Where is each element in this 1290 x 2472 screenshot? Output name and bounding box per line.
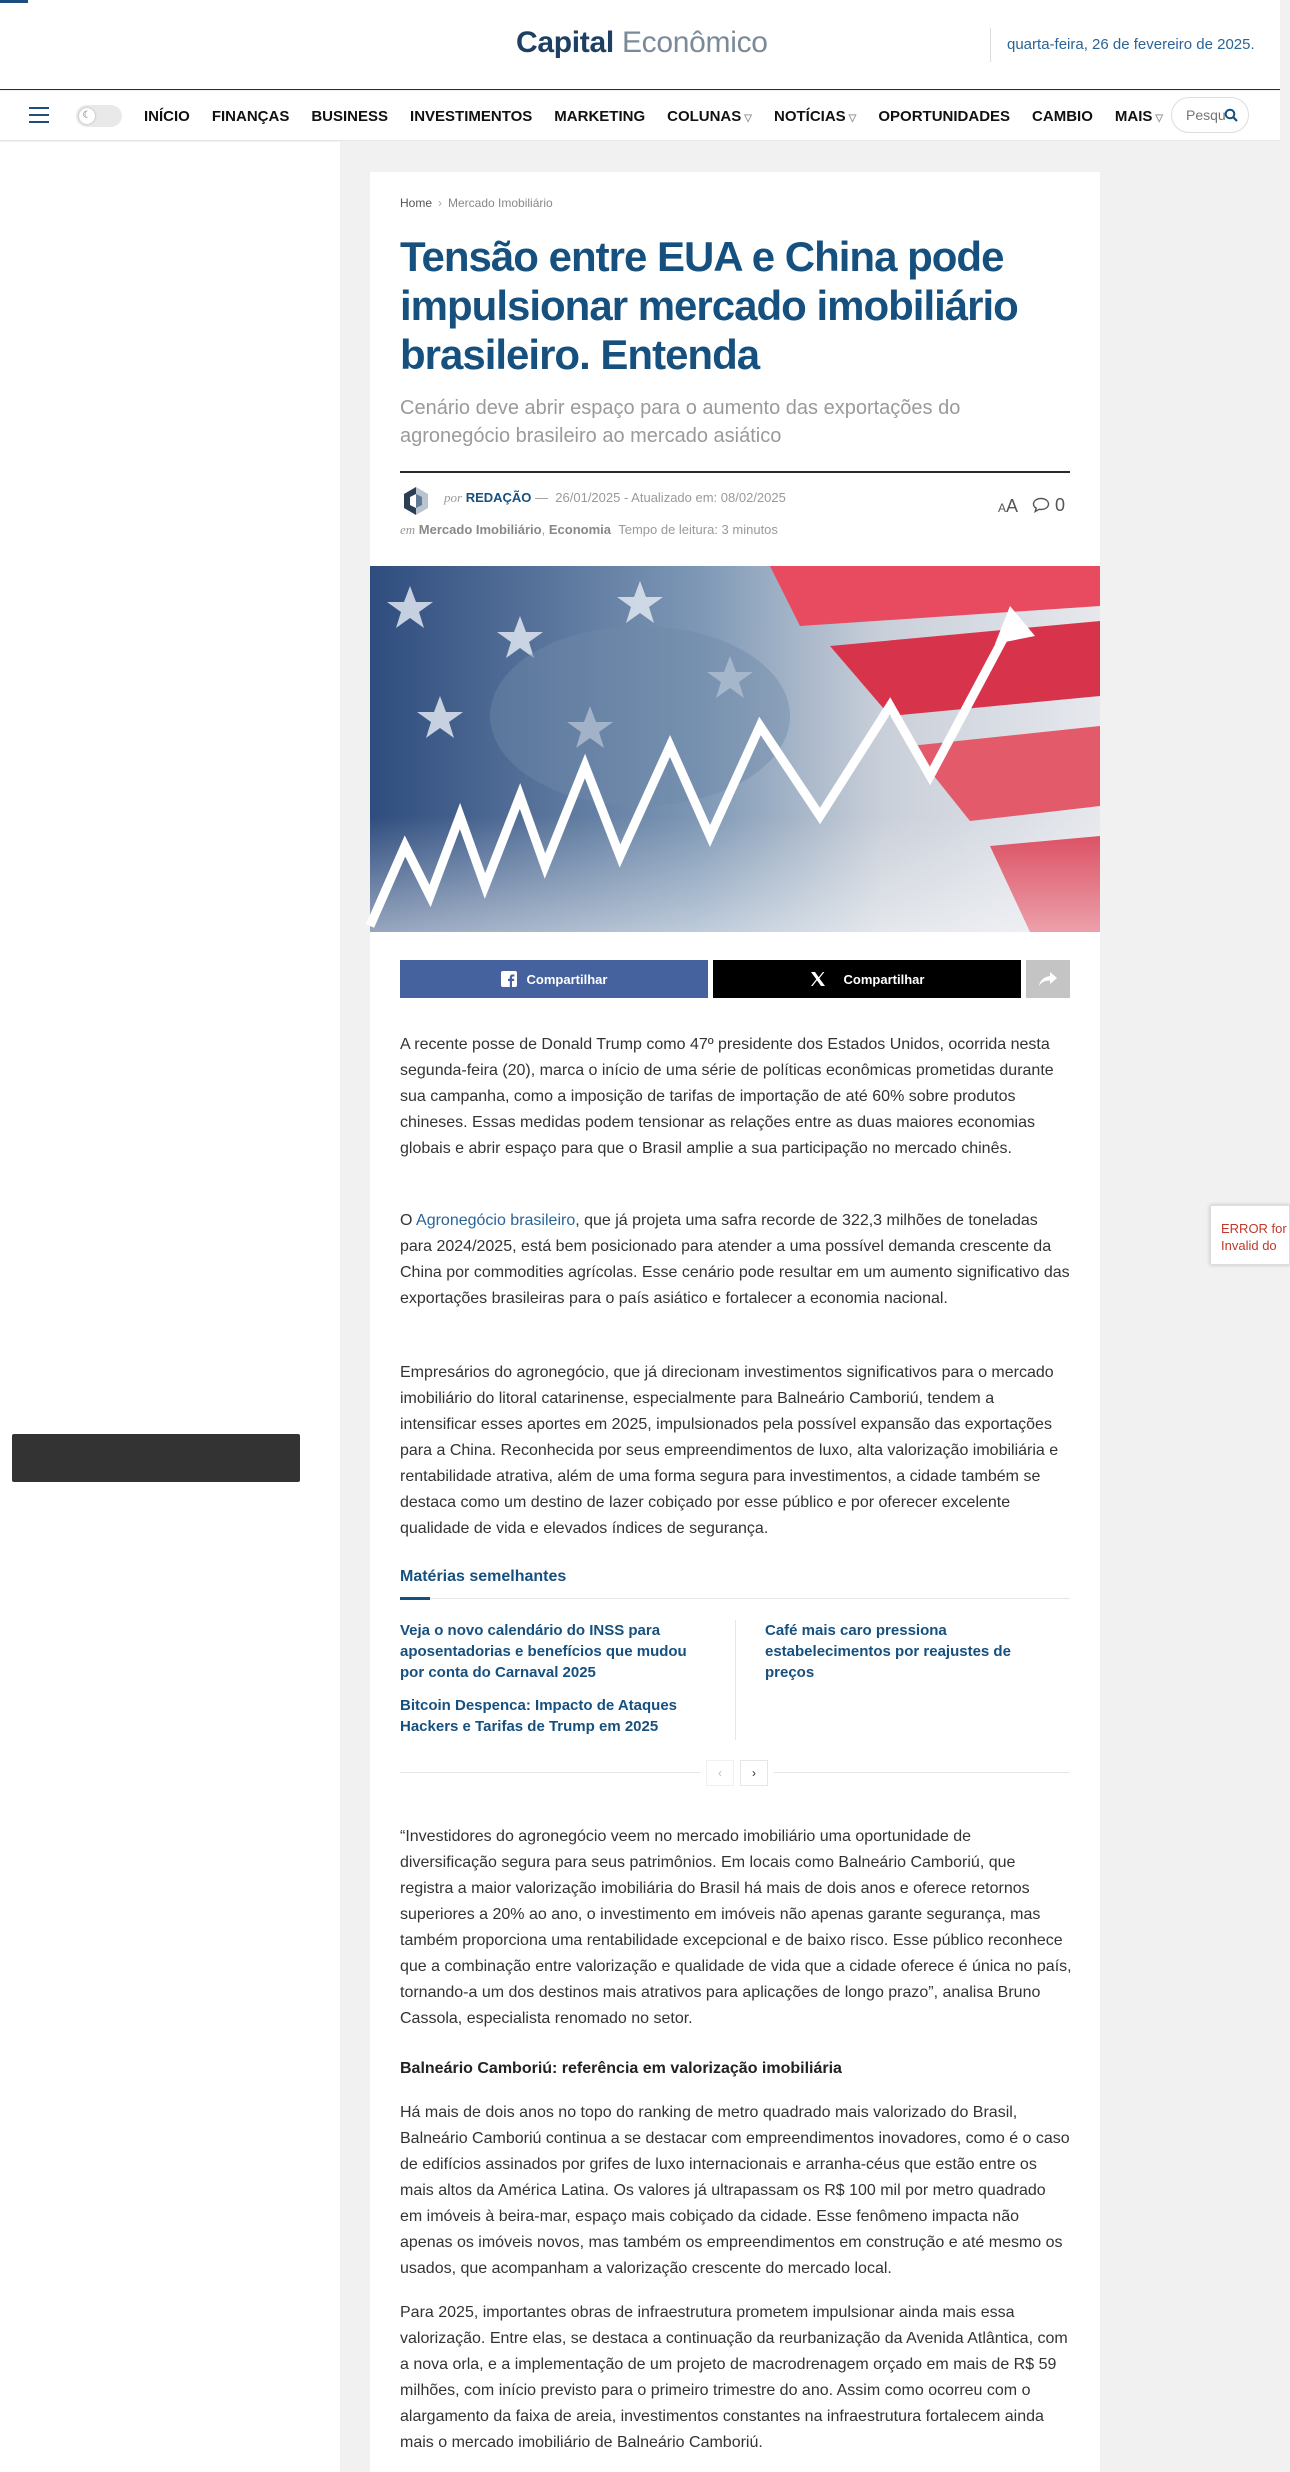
main-nav [0, 91, 1280, 141]
chevron-down-icon: ▽ [1155, 112, 1164, 124]
search-box [1171, 97, 1249, 133]
comment-icon [1032, 497, 1050, 513]
article-title: Tensão entre EUA e China pode impulsionar mercado imobiliário brasileiro. Entenda [400, 233, 1018, 378]
author-link[interactable]: REDAÇÃO [465, 490, 532, 505]
reading-progress-bar [0, 0, 28, 3]
nav-item-noticias[interactable]: NOTÍCIAS ▽ [773, 107, 857, 125]
agronegocio-link[interactable]: Agronegócio brasileiro [416, 1212, 576, 1229]
site-logo[interactable]: Capital Econômico [516, 26, 768, 59]
article-categories: em Mercado Imobiliário, Economia Tempo de leitura: 3 minutos [400, 522, 778, 537]
related-column-divider [735, 1620, 736, 1740]
menu-hamburger-icon[interactable] [29, 107, 49, 123]
chevron-left-icon: ‹ [718, 1766, 722, 1780]
pager-next-button[interactable] [740, 1760, 768, 1786]
recaptcha-error: ERROR for Invalid do [1210, 1205, 1290, 1265]
share-x-button[interactable]: Compartilhar [713, 960, 1021, 998]
article [370, 172, 1100, 2472]
related-pager [700, 1760, 774, 1786]
current-date: quarta-feira, 26 de fevereiro de 2025. [990, 28, 1255, 62]
chevron-right-icon: › [752, 1766, 756, 1780]
chevron-down-icon: ▽ [848, 112, 857, 124]
nav-item-mais[interactable]: MAIS ▽ [1114, 107, 1164, 125]
nav-item-cambio[interactable]: CAMBIO [1032, 107, 1093, 125]
share-facebook-button[interactable]: Compartilhar [400, 960, 708, 998]
article-paragraph: Há mais de dois anos no topo do ranking de metro quadrado mais valorizado do Brasil, Balneário Camboriú continua a se destacar com empreendimentos inovadores, como é o caso de edifícios assinados por grifes de luxo internacionais e arranha-céus que estão entre os mais altos da América Latina. Os valores já ultrapassam os R$ 100 mil por metro quadrado em imóveis à beira-mar, espaço mais cobiçado da cidade. Esse fenômeno impacta não apenas os imóveis novos, mas também os empreendimentos em construção e até mesmo os usados, que acompanham a valorização crescente do mercado local. [400, 2104, 1070, 2277]
share-icon [1039, 972, 1057, 986]
related-divider [400, 1598, 1070, 1599]
font-size-button[interactable]: AA [998, 496, 1019, 516]
article-paragraph: O Agronegócio brasileiro, que já projeta uma safra recorde de 322,3 milhões de toneladas para 2024/2025, está bem posicionado para atender a uma possível demanda crescente da China por commodities agrícolas. Esse cenário pode resultar em um aumento significativo das exportações brasileiras para o país asiático e fortalecer a economia nacional. [400, 1212, 1070, 1307]
x-icon [810, 971, 826, 987]
related-article-link[interactable]: Café mais caro pressiona estabelecimentos por reajustes de preços [765, 1622, 1011, 1681]
author-avatar[interactable] [400, 485, 432, 517]
breadcrumb [400, 196, 553, 210]
category-link-economia[interactable]: Economia [548, 522, 611, 537]
breadcrumb-current[interactable]: Mercado Imobiliário [448, 196, 553, 210]
article-paragraph: “Investidores do agronegócio veem no mercado imobiliário uma oportunidade de diversificação segura para seus patrimônios. Em locais como Balneário Camboriú, que registra a maior valorização imobiliária do Brasil há mais de dois anos e oferece retornos superiores a 20% ao ano, o investimento em imóveis não apenas garante segurança, mas também proporciona uma rentabilidade excepcional e de baixo risco. Esse público reconhece que a combinação entre valorização e qualidade de vida que a cidade oferece é única no país, tornando-a um dos destinos mais atrativos para aplicações de longo prazo”, analisa Bruno Cassola, especialista renomado no setor. [400, 1828, 1072, 2027]
nav-item-marketing[interactable]: MARKETING [554, 107, 646, 125]
hero-image [370, 566, 1100, 932]
category-link-mercado[interactable]: Mercado Imobiliário [418, 522, 542, 537]
publish-dates: 26/01/2025 - Atualizado em: 08/02/2025 [555, 490, 786, 505]
nav-item-colunas[interactable]: COLUNAS ▽ [667, 107, 752, 125]
article-subheading: Balneário Camboriú: referência em valorização imobiliária [400, 2060, 842, 2077]
share-more-button[interactable] [1026, 960, 1070, 998]
search-input[interactable] [1186, 107, 1226, 123]
comments-link[interactable]: 0 [1032, 495, 1065, 516]
pager-prev-button[interactable] [706, 1760, 734, 1786]
moon-icon: ☾ [79, 108, 95, 124]
related-heading: Matérias semelhantes [400, 1568, 567, 1585]
chevron-down-icon: ▽ [744, 112, 752, 124]
chevron-right-icon: › [438, 196, 443, 210]
article-paragraph: Para 2025, importantes obras de infraestrutura prometem impulsionar ainda mais essa valorização. Entre elas, se destaca a continuação da reurbanização da Avenida Atlântica, com a nova orla, e a implementação de um projeto de macrodrenagem orçado em mais de R$ 59 milhões, com início previsto para o primeiro trimestre do ano. Assim como ocorreu com o alargamento da faixa de areia, investimentos constantes na infraestrutura fortalecem ainda mais o mercado imobiliário de Balneário Camboriú. [400, 2304, 1068, 2451]
nav-item-investimentos[interactable]: INVESTIMENTOS [410, 107, 533, 125]
sidebar-ad-placeholder [12, 1434, 300, 1482]
left-sidebar [0, 142, 340, 2472]
reading-time: Tempo de leitura: 3 minutos [618, 522, 778, 537]
site-header [0, 0, 1280, 90]
nav-item-oportunidades[interactable]: OPORTUNIDADES [878, 107, 1011, 125]
nav-item-inicio[interactable]: INÍCIO [144, 107, 190, 125]
related-accent [400, 1597, 430, 1600]
article-paragraph: A recente posse de Donald Trump como 47º presidente dos Estados Unidos, ocorrida nesta segunda-feira (20), marca o início de uma série de políticas econômicas prometidas durante sua campanha, como a imposição de tarifas de importação de até 60% sobre produtos chineses. Essas medidas podem tensionar as relações entre as duas maiores economias globais e abrir espaço para que o Brasil amplie a sua participação no mercado chinês. [400, 1036, 1054, 1157]
article-subtitle: Cenário deve abrir espaço para o aumento das exportações do agronegócio brasileiro ao mercado asiático [400, 397, 961, 447]
related-article-link[interactable]: Veja o novo calendário do INSS para aposentadorias e benefícios que mudou por conta do Carnaval 2025 [400, 1622, 687, 1681]
related-article-link[interactable]: Bitcoin Despenca: Impacto de Ataques Hackers e Tarifas de Trump em 2025 [400, 1697, 678, 1735]
nav-item-business[interactable]: BUSINESS [311, 107, 389, 125]
search-icon[interactable] [1224, 108, 1238, 122]
dark-mode-toggle[interactable] [76, 105, 122, 127]
nav-menu [144, 91, 1185, 141]
meta-divider [400, 471, 1070, 473]
article-meta: por REDAÇÃO — 26/01/2025 - Atualizado em: 08/02/2025 [444, 490, 786, 505]
breadcrumb-home[interactable]: Home [400, 196, 433, 210]
facebook-icon [501, 971, 517, 987]
nav-item-financas[interactable]: FINANÇAS [211, 107, 290, 125]
article-paragraph: Empresários do agronegócio, que já direcionam investimentos significativos para o mercado imobiliário do litoral catarinense, especialmente para Balneário Camboriú, tendem a intensificar esses aportes em 2025, impulsionados pela possível expansão das exportações para a China. Reconhecida por seus empreendimentos de luxo, alta valorização imobiliária e rentabilidade atrativa, além de uma forma segura para investimentos, a cidade também se destaca como um destino de lazer cobiçado por esse público e por oferecer excelente qualidade de vida e elevados índices de segurança. [400, 1364, 1059, 1537]
